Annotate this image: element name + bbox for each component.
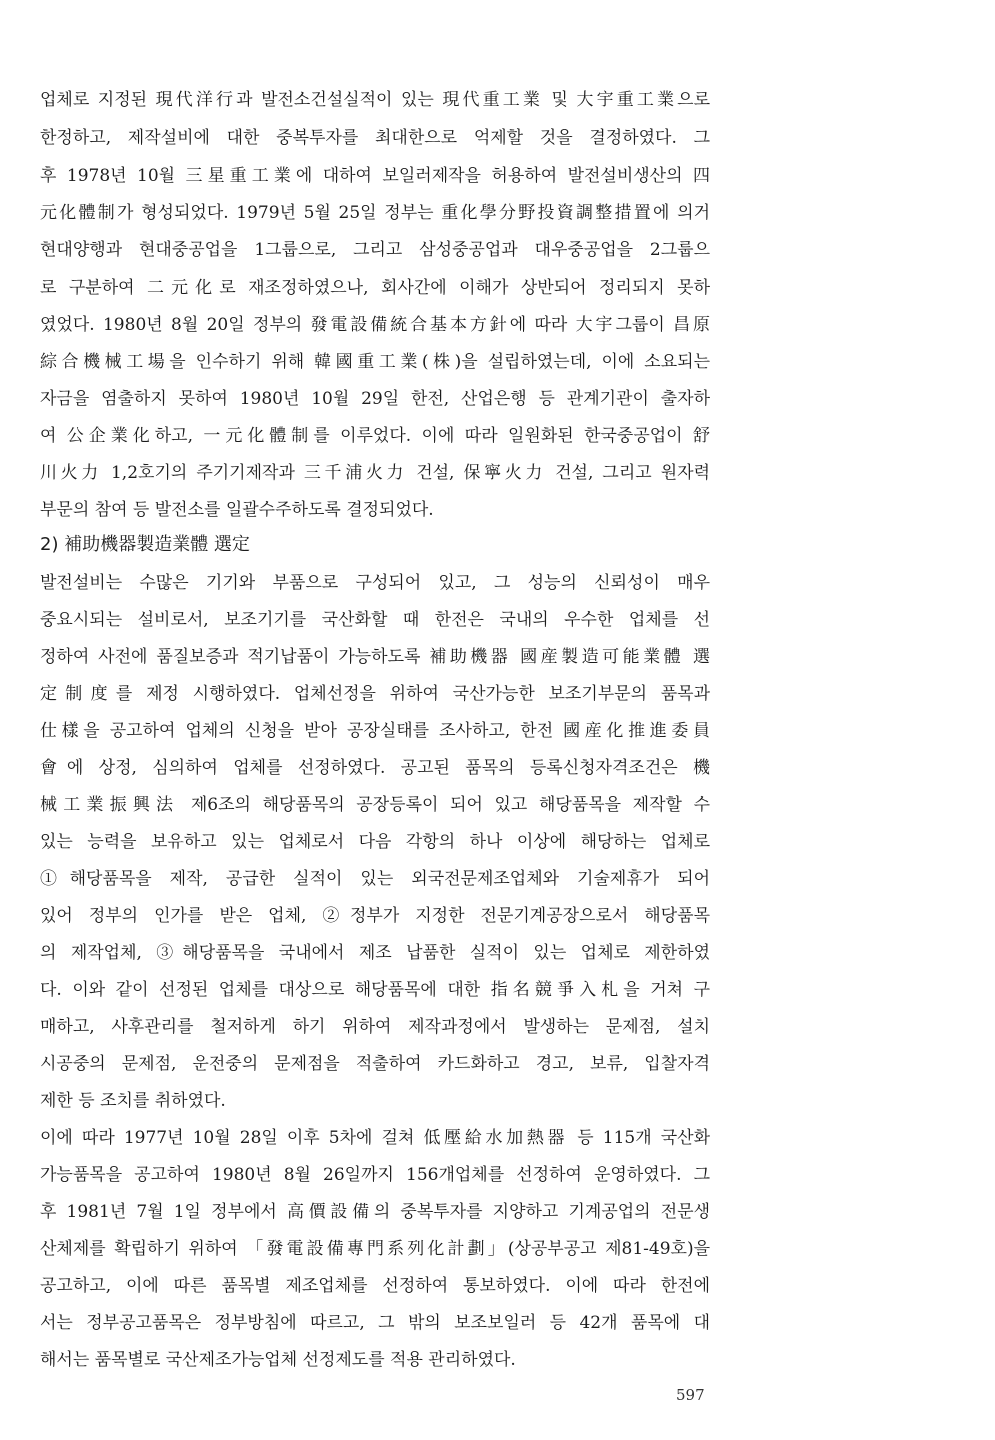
- para1-line: 여 公企業化하고, 一元化體制를 이루었다. 이에 따라 일원화된 한국중공업이 舒: [40, 426, 710, 446]
- para2-line: 다. 이와 같이 선정된 업체를 대상으로 해당품목에 대한 指名競爭入札을 거쳐 구: [40, 980, 710, 1000]
- para2-line: 定制度를 제정 시행하였다. 업체선정을 위하여 국산가능한 보조기부문의 품목과: [40, 684, 710, 704]
- para1-line: 부문의 참여 등 발전소를 일괄수주하도록 결정되었다.: [40, 500, 434, 520]
- para3-line: 가능품목을 공고하여 1980년 8월 26일까지 156개업체를 선정하여 운영하였다. 그: [40, 1165, 710, 1185]
- para2-line: 정하여 사전에 품질보증과 적기납품이 가능하도록 補助機器 國産製造可能業體 選: [40, 647, 710, 667]
- para1-line: 로 구분하여 二元化로 재조정하였으나, 회사간에 이해가 상반되어 정리되지 못하: [40, 278, 710, 298]
- para1-line: 후 1978년 10월 三星重工業에 대하여 보일러제작을 허용하여 발전설비생산의 四: [40, 166, 710, 186]
- para2-line: 械工業振興法 제6조의 해당품목의 공장등록이 되어 있고 해당품목을 제작할 수: [40, 795, 710, 815]
- para2-line: ①해당품목을 제작, 공급한 실적이 있는 외국전문제조업체와 기술제휴가 되어: [40, 869, 710, 889]
- para3-line: 후 1981년 7월 1일 정부에서 高價設備의 중복투자를 지양하고 기계공업의 전문생: [40, 1202, 710, 1222]
- section-heading: 2) 補助機器製造業體 選定: [40, 534, 250, 555]
- para1-line: 한정하고, 제작설비에 대한 중복투자를 최대한으로 억제할 것을 결정하였다. 그: [40, 128, 710, 148]
- para2-line: 중요시되는 설비로서, 보조기기를 국산화할 때 한전은 국내의 우수한 업체를 선: [40, 610, 710, 630]
- para1-line: 현대양행과 현대중공업을 1그룹으로, 그리고 삼성중공업과 대우중공업을 2그룹으: [40, 240, 710, 260]
- para3-line: 서는 정부공고품목은 정부방침에 따르고, 그 밖의 보조보일러 등 42개 품목에 대: [40, 1313, 710, 1333]
- para2-line: 있어 정부의 인가를 받은 업체, ②정부가 지정한 전문기계공장으로서 해당품목: [40, 906, 710, 926]
- para1-line: 綜合機械工場을 인수하기 위해 韓國重工業(株)을 설립하였는데, 이에 소요되는: [40, 352, 710, 372]
- para2-line: 발전설비는 수많은 기기와 부품으로 구성되어 있고, 그 성능의 신뢰성이 매우: [40, 573, 710, 593]
- para2-line: 제한 등 조치를 취하였다.: [40, 1091, 226, 1111]
- para1-line: 자금을 염출하지 못하여 1980년 10월 29일 한전, 산업은행 등 관계기관이 출자하: [40, 389, 710, 409]
- para2-line: 시공중의 문제점, 운전중의 문제점을 적출하여 카드화하고 경고, 보류, 입찰자격: [40, 1054, 710, 1074]
- para1-line: 川火力 1,2호기의 주기기제작과 三千浦火力 건설, 保寧火力 건설, 그리고 원자력: [40, 463, 710, 483]
- para1-line: 元化體制가 형성되었다. 1979년 5월 25일 정부는 重化學分野投資調整措置에 의거: [40, 203, 710, 223]
- para1-line: 업체로 지정된 現代洋行과 발전소건설실적이 있는 現代重工業 및 大宇重工業으로: [40, 90, 710, 110]
- para2-line: 매하고, 사후관리를 철저하게 하기 위하여 제작과정에서 발생하는 문제점, 설치: [40, 1017, 710, 1037]
- para3-line: 이에 따라 1977년 10월 28일 이후 5차에 걸쳐 低壓給水加熱器 등 115개 국산화: [40, 1128, 710, 1148]
- para2-line: 있는 능력을 보유하고 있는 업체로서 다음 각항의 하나 이상에 해당하는 업체로: [40, 832, 710, 852]
- para3-line: 산체제를 확립하기 위하여 「發電設備專門系列化計劃」(상공부공고 제81-49호)을: [40, 1239, 710, 1259]
- page-number: 597: [676, 1386, 705, 1404]
- para2-line: 仕樣을 공고하여 업체의 신청을 받아 공장실태를 조사하고, 한전 國産化推進委員: [40, 721, 710, 741]
- para2-line: 의 제작업체, ③해당품목을 국내에서 제조 납품한 실적이 있는 업체로 제한하였: [40, 943, 710, 963]
- para3-line: 해서는 품목별로 국산제조가능업체 선정제도를 적용 관리하였다.: [40, 1350, 516, 1370]
- para2-line: 會에 상정, 심의하여 업체를 선정하였다. 공고된 품목의 등록신청자격조건은 機: [40, 758, 710, 778]
- para3-line: 공고하고, 이에 따른 품목별 제조업체를 선정하여 통보하였다. 이에 따라 한전에: [40, 1276, 710, 1296]
- para1-line: 였었다. 1980년 8월 20일 정부의 發電設備統合基本方針에 따라 大宇그룹이 昌原: [40, 315, 710, 335]
